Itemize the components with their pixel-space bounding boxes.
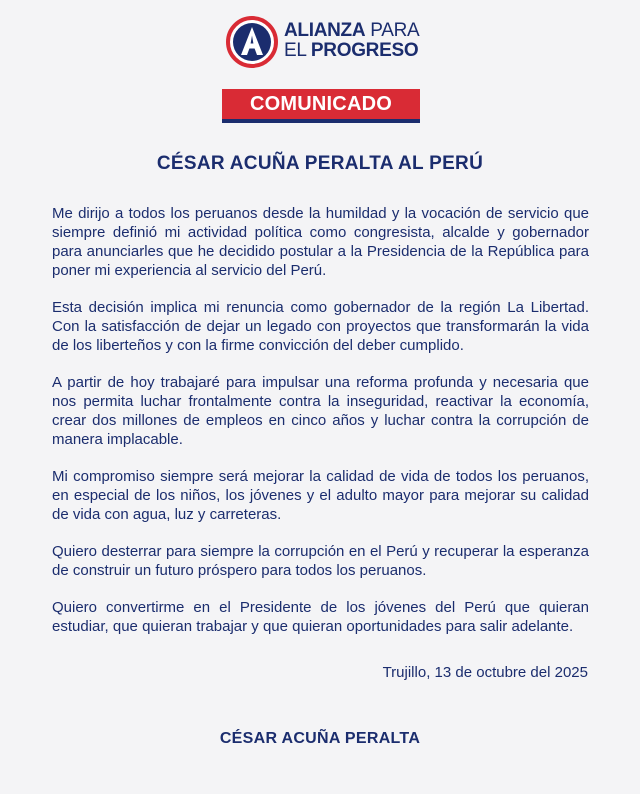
document-date: Trujillo, 13 de octubre del 2025	[382, 664, 588, 681]
paragraph-6: Quiero convertirme en el Presidente de los jóvenes del Perú que quieran estudiar, que quieran trabajar y que quieran oportunidades para salir adelante.	[52, 599, 589, 635]
paragraph-5: Quiero desterrar para siempre la corrupción en el Perú y recuperar la esperanza de construir un futuro próspero para todos los peruanos.	[52, 543, 589, 579]
communique-banner	[222, 89, 420, 123]
document-body	[52, 204, 589, 654]
paragraph-1: Me dirijo a todos los peruanos desde la humildad y la vocación de servicio que siempre definió mi actividad política como congresista, alcalde y gobernador para anunciarles que he decidido postular a la Presidencia de la República para poner mi experiencia al servicio del Perú.	[52, 205, 589, 279]
document-signature: CÉSAR ACUÑA PERALTA	[219, 730, 421, 747]
logo-word-el: EL	[284, 40, 311, 61]
party-logo-icon	[226, 16, 278, 68]
logo-word-alianza: ALIANZA	[284, 20, 366, 41]
party-logo	[226, 16, 426, 68]
logo-word-para: PARA	[365, 20, 420, 41]
logo-word-progreso: PROGRESO	[310, 40, 419, 61]
logo-line-2	[284, 41, 419, 61]
logo-line-1	[284, 21, 419, 41]
document-title: CÉSAR ACUÑA PERALTA AL PERÚ	[156, 153, 484, 174]
party-logo-text	[284, 21, 419, 61]
communique-banner-label: COMUNICADO	[222, 89, 420, 119]
paragraph-4: Mi compromiso siempre será mejorar la calidad de vida de todos los peruanos, en especial de los niños, los jóvenes y el adulto mayor para mejorar su calidad de vida con agua, luz y carreteras.	[52, 468, 589, 523]
paragraph-3: A partir de hoy trabajaré para impulsar una reforma profunda y necesaria que nos permita luchar frontalmente contra la inseguridad, reactivar la economía, crear dos millones de empleos en cinco años y luchar contra la corrupción de manera implacable.	[52, 374, 589, 448]
paragraph-2: Esta decisión implica mi renuncia como gobernador de la región La Libertad. Con la satisfacción de dejar un legado con proyectos que transformarán la vida de los liberteños y con la firme convicción del deber cumplido.	[52, 299, 589, 354]
